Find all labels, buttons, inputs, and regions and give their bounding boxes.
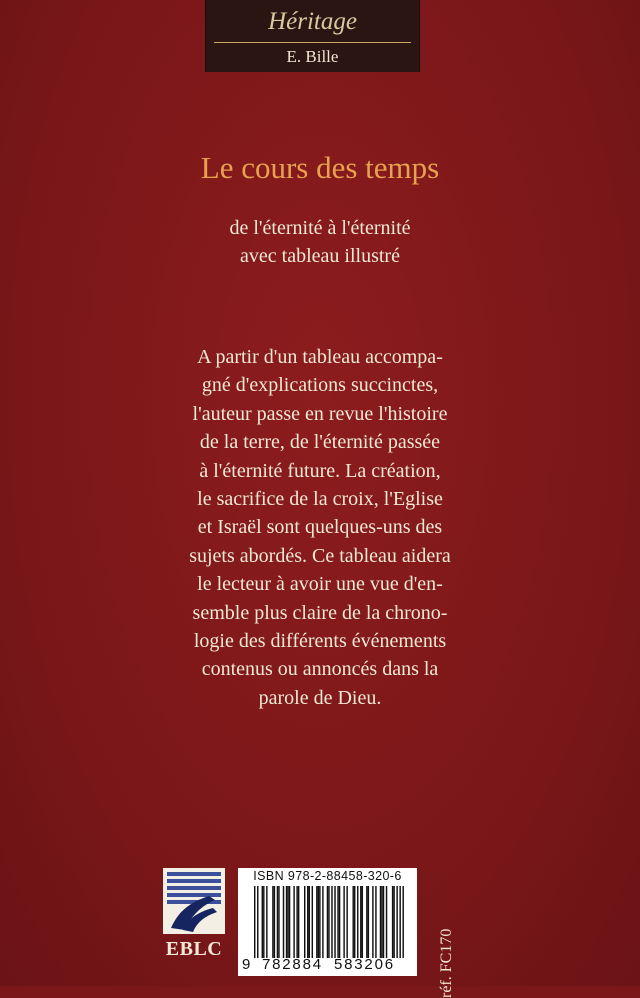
series-divider [214, 42, 411, 43]
barcode-bar [386, 886, 387, 958]
description-line: l'auteur passe en revue l'histoire [192, 402, 448, 425]
description-line: logie des différents événements [193, 630, 447, 653]
barcode-bar [272, 886, 273, 958]
barcode-bar [283, 886, 284, 958]
ean-left-group: 782884 [262, 956, 323, 973]
description-line: à l'éternité future. La création, [199, 459, 441, 482]
description-line: parole de Dieu. [258, 686, 382, 709]
description-line: semble plus claire de la chrono- [192, 601, 448, 624]
barcode-bar [312, 886, 313, 958]
barcode-bar [257, 886, 258, 958]
barcode-bar [278, 886, 279, 958]
description-line: le sacrifice de la croix, l'Eglise [197, 488, 443, 511]
barcode-bar [327, 886, 328, 958]
barcode-bar [372, 886, 373, 958]
barcode-bar [286, 886, 287, 958]
isbn-barcode [238, 868, 417, 976]
barcode-bar [263, 886, 264, 958]
barcode-bar [362, 886, 363, 958]
barcode-bar [274, 886, 275, 958]
book-title: Le cours des temps [200, 150, 440, 185]
barcode-bar [360, 886, 361, 958]
description-line: sujets abordés. Ce tableau aidera [189, 544, 451, 567]
barcode-bar [396, 886, 397, 958]
barcode-bar [352, 886, 353, 958]
ean-first-digit: 9 [242, 956, 251, 973]
reference-code: réf. FC170 [438, 928, 455, 998]
barcode-bar [402, 886, 403, 958]
barcode-bar [380, 886, 381, 958]
barcode-bar [343, 886, 344, 958]
barcode-bar [293, 886, 294, 958]
barcode-bar [331, 886, 332, 958]
description-line: de la terre, de l'éternité passée [199, 431, 441, 454]
description-line: A partir d'un tableau accompa- [197, 346, 443, 368]
series-band [205, 0, 420, 72]
barcode-bar [357, 886, 358, 958]
barcode-bar [393, 886, 394, 958]
barcode-bar [318, 886, 319, 958]
publisher-name: EBLC [165, 938, 223, 960]
isbn-label: ISBN 978-2-88458-320-6 [253, 869, 402, 883]
barcode-bar [399, 886, 400, 958]
barcode-bar [366, 886, 367, 958]
barcode-bar [298, 886, 299, 958]
barcode-bar [304, 886, 305, 958]
barcode-bar [287, 886, 288, 958]
subtitle-line: de l'éternité à l'éternité [229, 217, 411, 239]
barcode-bar [319, 886, 320, 958]
barcode-bars [254, 886, 404, 958]
barcode-bar [328, 886, 329, 958]
barcode-bar [277, 886, 278, 958]
barcode-bar [262, 886, 263, 958]
barcode-bar [339, 886, 340, 958]
barcode-bar [392, 886, 393, 958]
description-line: gné d'explications succinctes, [201, 374, 439, 397]
series-name: Héritage [268, 8, 357, 35]
barcode-bar [307, 886, 308, 958]
book-description [140, 343, 500, 712]
ean-right-group: 583206 [334, 956, 395, 973]
description-line: contenus ou annoncés dans la [201, 658, 439, 681]
barcode-bar [375, 886, 376, 958]
barcode-bar [266, 886, 267, 958]
description-line: et Israël sont quelques-uns des [197, 516, 443, 539]
barcode-bar [381, 886, 382, 958]
barcode-bar [316, 886, 317, 958]
subtitle-line: avec tableau illustré [240, 245, 400, 267]
barcode-bar [322, 886, 323, 958]
barcode-bar [309, 886, 310, 958]
barcode-bar [346, 886, 347, 958]
barcode-bar [334, 886, 335, 958]
barcode-bar [289, 886, 290, 958]
barcode-bar [354, 886, 355, 958]
description-line: le lecteur à avoir une vue d'en- [197, 573, 443, 596]
barcode-bar [337, 886, 338, 958]
publisher-logo [157, 866, 231, 970]
author-name: E. Bille [286, 47, 339, 66]
barcode-bar [383, 886, 384, 958]
publisher-emblem-icon [157, 866, 231, 936]
ean-digits [238, 956, 417, 974]
barcode-bar [254, 886, 255, 958]
barcode-bar [368, 886, 369, 958]
barcode-bar [296, 886, 297, 958]
